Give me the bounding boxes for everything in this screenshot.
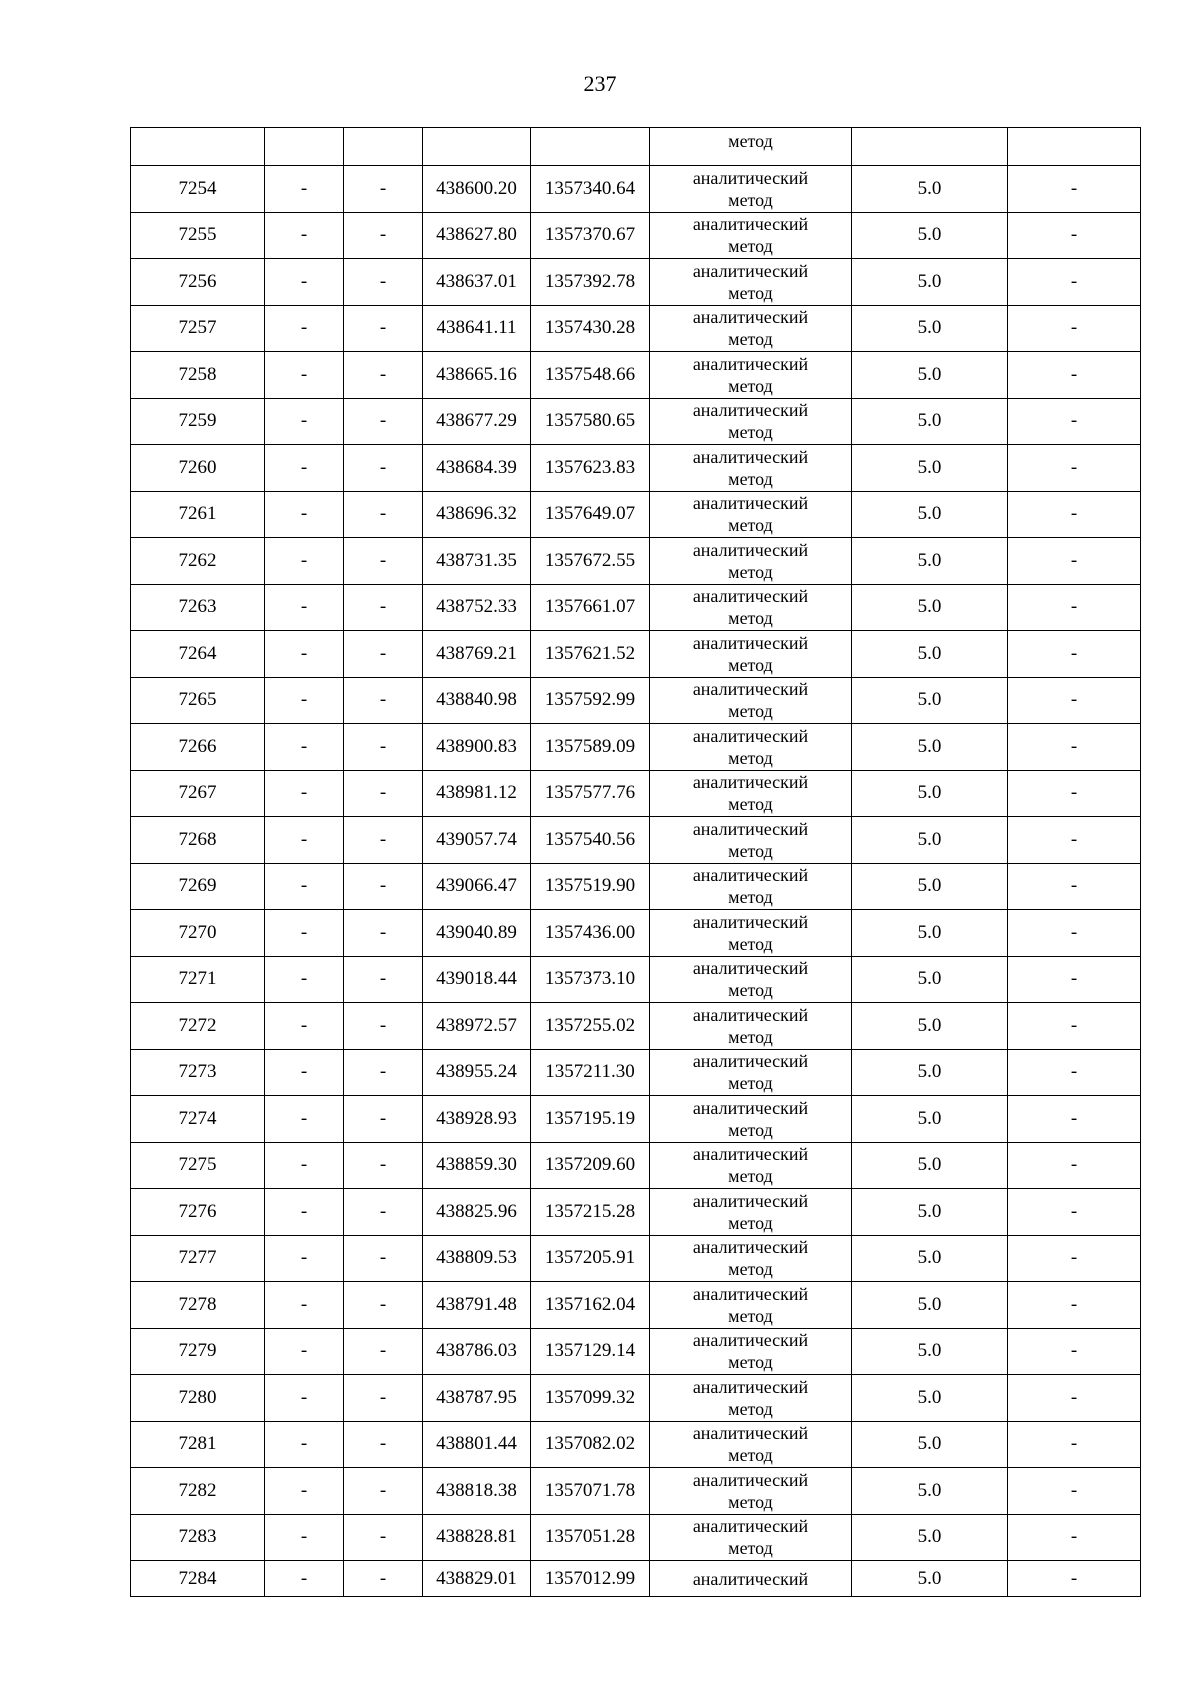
cell-col2: - [265, 910, 344, 957]
cell-accuracy: 5.0 [852, 1328, 1008, 1375]
cell-id [131, 128, 265, 166]
cell-col2: - [265, 1189, 344, 1236]
cell-y: 1357211.30 [531, 1049, 650, 1096]
cell-id: 7275 [131, 1142, 265, 1189]
cell-y: 1357436.00 [531, 910, 650, 957]
cell-id: 7273 [131, 1049, 265, 1096]
cell-method: аналитический метод [650, 584, 852, 631]
cell-x: 439018.44 [423, 956, 531, 1003]
cell-x: 438801.44 [423, 1421, 531, 1468]
cell-method: аналитический метод [650, 1189, 852, 1236]
cell-method: аналитический метод [650, 1003, 852, 1050]
cell-col3: - [344, 1049, 423, 1096]
cell-y: 1357577.76 [531, 770, 650, 817]
table-row [131, 910, 1141, 957]
cell-y: 1357392.78 [531, 259, 650, 306]
cell-col2: - [265, 491, 344, 538]
cell-col2: - [265, 1235, 344, 1282]
cell-col8: - [1008, 770, 1141, 817]
cell-accuracy: 5.0 [852, 1235, 1008, 1282]
table-row [131, 863, 1141, 910]
cell-col2: - [265, 724, 344, 771]
cell-x: 438665.16 [423, 352, 531, 399]
table-row [131, 259, 1141, 306]
cell-col2: - [265, 1514, 344, 1561]
cell-col3 [344, 128, 423, 166]
cell-col8: - [1008, 1235, 1141, 1282]
cell-x: 438769.21 [423, 631, 531, 678]
cell-col3: - [344, 1096, 423, 1143]
cell-y: 1357589.09 [531, 724, 650, 771]
cell-col8: - [1008, 584, 1141, 631]
cell-y: 1357580.65 [531, 398, 650, 445]
cell-col8: - [1008, 491, 1141, 538]
cell-id: 7267 [131, 770, 265, 817]
cell-x: 438791.48 [423, 1282, 531, 1329]
cell-col2: - [265, 166, 344, 213]
cell-y: 1357672.55 [531, 538, 650, 585]
cell-id: 7255 [131, 212, 265, 259]
cell-col3: - [344, 1142, 423, 1189]
cell-method: аналитический метод [650, 305, 852, 352]
cell-col2: - [265, 305, 344, 352]
cell-id: 7264 [131, 631, 265, 678]
table-row [131, 1189, 1141, 1236]
cell-id: 7270 [131, 910, 265, 957]
cell-col8: - [1008, 1375, 1141, 1422]
table-row [131, 770, 1141, 817]
cell-x: 438787.95 [423, 1375, 531, 1422]
cell-col3: - [344, 166, 423, 213]
table-row [131, 1096, 1141, 1143]
cell-col3: - [344, 1235, 423, 1282]
cell-x: 438818.38 [423, 1468, 531, 1515]
cell-col3: - [344, 584, 423, 631]
cell-y: 1357340.64 [531, 166, 650, 213]
cell-method: аналитический метод [650, 1328, 852, 1375]
continuation-row [131, 128, 1141, 166]
cell-id: 7284 [131, 1561, 265, 1597]
cell-col8: - [1008, 677, 1141, 724]
cell-col8: - [1008, 1468, 1141, 1515]
cell-x: 438809.53 [423, 1235, 531, 1282]
cell-id: 7266 [131, 724, 265, 771]
cell-accuracy: 5.0 [852, 305, 1008, 352]
table-row [131, 491, 1141, 538]
cell-accuracy: 5.0 [852, 445, 1008, 492]
cell-y: 1357548.66 [531, 352, 650, 399]
cell-col3: - [344, 677, 423, 724]
cell-col3: - [344, 398, 423, 445]
table-row [131, 1375, 1141, 1422]
cell-x: 438641.11 [423, 305, 531, 352]
table-row [131, 1421, 1141, 1468]
cell-accuracy: 5.0 [852, 212, 1008, 259]
table-row [131, 817, 1141, 864]
table-row [131, 398, 1141, 445]
cell-x: 438786.03 [423, 1328, 531, 1375]
table-row [131, 677, 1141, 724]
cell-method: аналитический метод [650, 491, 852, 538]
cell-method: аналитический метод [650, 1142, 852, 1189]
cell-x: 438829.01 [423, 1561, 531, 1597]
cell-col2: - [265, 1561, 344, 1597]
cell-y: 1357373.10 [531, 956, 650, 1003]
cell-col8: - [1008, 1096, 1141, 1143]
cell-col2: - [265, 1142, 344, 1189]
cell-col3: - [344, 212, 423, 259]
cell-x: 439066.47 [423, 863, 531, 910]
cell-x: 438731.35 [423, 538, 531, 585]
cell-accuracy: 5.0 [852, 1003, 1008, 1050]
cell-x: 438928.93 [423, 1096, 531, 1143]
cell-method: аналитический метод [650, 259, 852, 306]
cell-col3: - [344, 1514, 423, 1561]
cell-col3: - [344, 956, 423, 1003]
cell-x: 438972.57 [423, 1003, 531, 1050]
cell-y: 1357195.19 [531, 1096, 650, 1143]
table-row [131, 1514, 1141, 1561]
cell-col3: - [344, 491, 423, 538]
cell-accuracy: 5.0 [852, 491, 1008, 538]
cell-col8: - [1008, 910, 1141, 957]
cell-x: 438637.01 [423, 259, 531, 306]
cell-method: аналитический метод [650, 1282, 852, 1329]
cell-x: 438840.98 [423, 677, 531, 724]
cell-col2 [265, 128, 344, 166]
cell-x: 438859.30 [423, 1142, 531, 1189]
cell-col8: - [1008, 445, 1141, 492]
cell-y: 1357540.56 [531, 817, 650, 864]
cell-method: метод [650, 128, 852, 166]
cell-col2: - [265, 1328, 344, 1375]
cell-y: 1357205.91 [531, 1235, 650, 1282]
cell-accuracy: 5.0 [852, 538, 1008, 585]
cell-y: 1357099.32 [531, 1375, 650, 1422]
cell-y: 1357071.78 [531, 1468, 650, 1515]
cell-col3: - [344, 1328, 423, 1375]
cell-col3: - [344, 259, 423, 306]
cell-col2: - [265, 1468, 344, 1515]
cell-col8: - [1008, 538, 1141, 585]
cell-y: 1357430.28 [531, 305, 650, 352]
cell-col3: - [344, 817, 423, 864]
cell-col8: - [1008, 956, 1141, 1003]
cell-accuracy: 5.0 [852, 910, 1008, 957]
table-body [131, 128, 1141, 1597]
cell-y: 1357649.07 [531, 491, 650, 538]
cell-method: аналитический метод [650, 910, 852, 957]
cell-col2: - [265, 1049, 344, 1096]
cell-y: 1357661.07 [531, 584, 650, 631]
cell-y: 1357012.99 [531, 1561, 650, 1597]
table-row [131, 305, 1141, 352]
cell-col3: - [344, 770, 423, 817]
cell-col8: - [1008, 1189, 1141, 1236]
cell-id: 7260 [131, 445, 265, 492]
cell-id: 7282 [131, 1468, 265, 1515]
cell-method: аналитический метод [650, 1514, 852, 1561]
table-row [131, 1328, 1141, 1375]
cell-method: аналитический метод [650, 166, 852, 213]
cell-accuracy: 5.0 [852, 1421, 1008, 1468]
cell-id: 7276 [131, 1189, 265, 1236]
cell-accuracy: 5.0 [852, 398, 1008, 445]
cell-method: аналитический метод [650, 538, 852, 585]
cell-col3: - [344, 305, 423, 352]
cell-col3: - [344, 1375, 423, 1422]
cell-col8: - [1008, 398, 1141, 445]
cell-id: 7254 [131, 166, 265, 213]
cell-y: 1357519.90 [531, 863, 650, 910]
cell-y: 1357623.83 [531, 445, 650, 492]
cell-id: 7259 [131, 398, 265, 445]
cell-method: аналитический метод [650, 631, 852, 678]
cell-id: 7278 [131, 1282, 265, 1329]
coordinates-table [130, 127, 1141, 1597]
cell-accuracy: 5.0 [852, 1468, 1008, 1515]
cell-id: 7269 [131, 863, 265, 910]
cell-col3: - [344, 1282, 423, 1329]
cell-col3: - [344, 863, 423, 910]
cell-x: 438900.83 [423, 724, 531, 771]
page-number: 237 [583, 71, 617, 96]
cell-y: 1357082.02 [531, 1421, 650, 1468]
cell-col3: - [344, 910, 423, 957]
cell-accuracy: 5.0 [852, 166, 1008, 213]
cell-method: аналитический метод [650, 1375, 852, 1422]
cell-y: 1357592.99 [531, 677, 650, 724]
cell-x: 438955.24 [423, 1049, 531, 1096]
cell-y: 1357209.60 [531, 1142, 650, 1189]
cell-col8: - [1008, 1049, 1141, 1096]
cell-col2: - [265, 677, 344, 724]
cell-col8: - [1008, 259, 1141, 306]
cell-col3: - [344, 445, 423, 492]
cell-col8: - [1008, 863, 1141, 910]
cell-accuracy: 5.0 [852, 1514, 1008, 1561]
cell-method: аналитический метод [650, 1096, 852, 1143]
cell-col2: - [265, 1282, 344, 1329]
cell-method: аналитический метод [650, 677, 852, 724]
cell-x: 439057.74 [423, 817, 531, 864]
cell-col8 [1008, 128, 1141, 166]
cell-accuracy: 5.0 [852, 770, 1008, 817]
cell-accuracy: 5.0 [852, 817, 1008, 864]
cell-id: 7256 [131, 259, 265, 306]
cell-col2: - [265, 212, 344, 259]
cell-col2: - [265, 538, 344, 585]
cell-id: 7258 [131, 352, 265, 399]
cell-col2: - [265, 584, 344, 631]
cell-col8: - [1008, 1421, 1141, 1468]
cell-method: аналитический метод [650, 770, 852, 817]
cell-col2: - [265, 770, 344, 817]
table-row [131, 538, 1141, 585]
cell-method: аналитический метод [650, 863, 852, 910]
cell-col2: - [265, 259, 344, 306]
cell-id: 7279 [131, 1328, 265, 1375]
table-row [131, 352, 1141, 399]
cell-col8: - [1008, 1328, 1141, 1375]
cell-x: 438828.81 [423, 1514, 531, 1561]
cell-col8: - [1008, 1561, 1141, 1597]
cell-col8: - [1008, 1282, 1141, 1329]
cell-accuracy: 5.0 [852, 1142, 1008, 1189]
cell-x: 438981.12 [423, 770, 531, 817]
cell-col2: - [265, 1421, 344, 1468]
cell-x: 438825.96 [423, 1189, 531, 1236]
cell-accuracy: 5.0 [852, 677, 1008, 724]
cell-id: 7274 [131, 1096, 265, 1143]
cell-y: 1357370.67 [531, 212, 650, 259]
cell-y: 1357129.14 [531, 1328, 650, 1375]
cell-accuracy: 5.0 [852, 1561, 1008, 1597]
cell-col8: - [1008, 305, 1141, 352]
cell-accuracy: 5.0 [852, 724, 1008, 771]
cell-id: 7281 [131, 1421, 265, 1468]
cell-accuracy: 5.0 [852, 584, 1008, 631]
cell-y: 1357621.52 [531, 631, 650, 678]
cell-y: 1357255.02 [531, 1003, 650, 1050]
cell-y: 1357051.28 [531, 1514, 650, 1561]
cell-col2: - [265, 863, 344, 910]
cell-method: аналитический метод [650, 1049, 852, 1096]
cell-col2: - [265, 1375, 344, 1422]
table-row [131, 1049, 1141, 1096]
cell-col3: - [344, 352, 423, 399]
cell-method: аналитический метод [650, 352, 852, 399]
cell-method: аналитический метод [650, 724, 852, 771]
cell-col8: - [1008, 166, 1141, 213]
cell-accuracy: 5.0 [852, 259, 1008, 306]
cell-col2: - [265, 1096, 344, 1143]
cell-col8: - [1008, 352, 1141, 399]
table-row [131, 1235, 1141, 1282]
table-row [131, 584, 1141, 631]
cell-accuracy [852, 128, 1008, 166]
cell-id: 7271 [131, 956, 265, 1003]
cell-y: 1357215.28 [531, 1189, 650, 1236]
cell-method: аналитический метод [650, 956, 852, 1003]
cell-method: аналитический метод [650, 817, 852, 864]
table-row-last [131, 1561, 1141, 1597]
cell-method: аналитический метод [650, 212, 852, 259]
table-row [131, 1003, 1141, 1050]
table-row [131, 631, 1141, 678]
cell-x: 438696.32 [423, 491, 531, 538]
table-row [131, 212, 1141, 259]
cell-accuracy: 5.0 [852, 1189, 1008, 1236]
cell-col3: - [344, 538, 423, 585]
cell-x [423, 128, 531, 166]
cell-col3: - [344, 1468, 423, 1515]
cell-id: 7277 [131, 1235, 265, 1282]
cell-accuracy: 5.0 [852, 1096, 1008, 1143]
cell-method: аналитический метод [650, 445, 852, 492]
cell-col3: - [344, 1189, 423, 1236]
cell-id: 7283 [131, 1514, 265, 1561]
table-row [131, 1142, 1141, 1189]
cell-x: 438627.80 [423, 212, 531, 259]
cell-col3: - [344, 1561, 423, 1597]
table-row [131, 724, 1141, 771]
cell-id: 7257 [131, 305, 265, 352]
cell-col8: - [1008, 817, 1141, 864]
cell-col2: - [265, 817, 344, 864]
cell-col8: - [1008, 1003, 1141, 1050]
cell-id: 7265 [131, 677, 265, 724]
cell-accuracy: 5.0 [852, 956, 1008, 1003]
cell-x: 439040.89 [423, 910, 531, 957]
cell-col8: - [1008, 212, 1141, 259]
table-row [131, 1282, 1141, 1329]
cell-col8: - [1008, 724, 1141, 771]
cell-col3: - [344, 1003, 423, 1050]
cell-accuracy: 5.0 [852, 1375, 1008, 1422]
cell-col2: - [265, 445, 344, 492]
cell-method: аналитический метод [650, 398, 852, 445]
cell-method: аналитический метод [650, 1235, 852, 1282]
cell-col2: - [265, 398, 344, 445]
cell-x: 438677.29 [423, 398, 531, 445]
cell-col3: - [344, 724, 423, 771]
cell-method: аналитический [650, 1561, 852, 1597]
cell-id: 7263 [131, 584, 265, 631]
cell-id: 7280 [131, 1375, 265, 1422]
cell-x: 438600.20 [423, 166, 531, 213]
table-row [131, 956, 1141, 1003]
cell-accuracy: 5.0 [852, 863, 1008, 910]
cell-accuracy: 5.0 [852, 352, 1008, 399]
cell-method: аналитический метод [650, 1468, 852, 1515]
cell-id: 7262 [131, 538, 265, 585]
cell-col2: - [265, 1003, 344, 1050]
cell-col2: - [265, 956, 344, 1003]
table-row [131, 1468, 1141, 1515]
cell-col3: - [344, 1421, 423, 1468]
table-row [131, 166, 1141, 213]
cell-y [531, 128, 650, 166]
cell-col8: - [1008, 1514, 1141, 1561]
cell-x: 438684.39 [423, 445, 531, 492]
cell-id: 7261 [131, 491, 265, 538]
table-row [131, 445, 1141, 492]
cell-col8: - [1008, 1142, 1141, 1189]
cell-col2: - [265, 631, 344, 678]
cell-y: 1357162.04 [531, 1282, 650, 1329]
cell-method: аналитический метод [650, 1421, 852, 1468]
cell-id: 7272 [131, 1003, 265, 1050]
cell-id: 7268 [131, 817, 265, 864]
cell-accuracy: 5.0 [852, 631, 1008, 678]
cell-accuracy: 5.0 [852, 1049, 1008, 1096]
cell-accuracy: 5.0 [852, 1282, 1008, 1329]
cell-col2: - [265, 352, 344, 399]
cell-col8: - [1008, 631, 1141, 678]
cell-col3: - [344, 631, 423, 678]
cell-x: 438752.33 [423, 584, 531, 631]
